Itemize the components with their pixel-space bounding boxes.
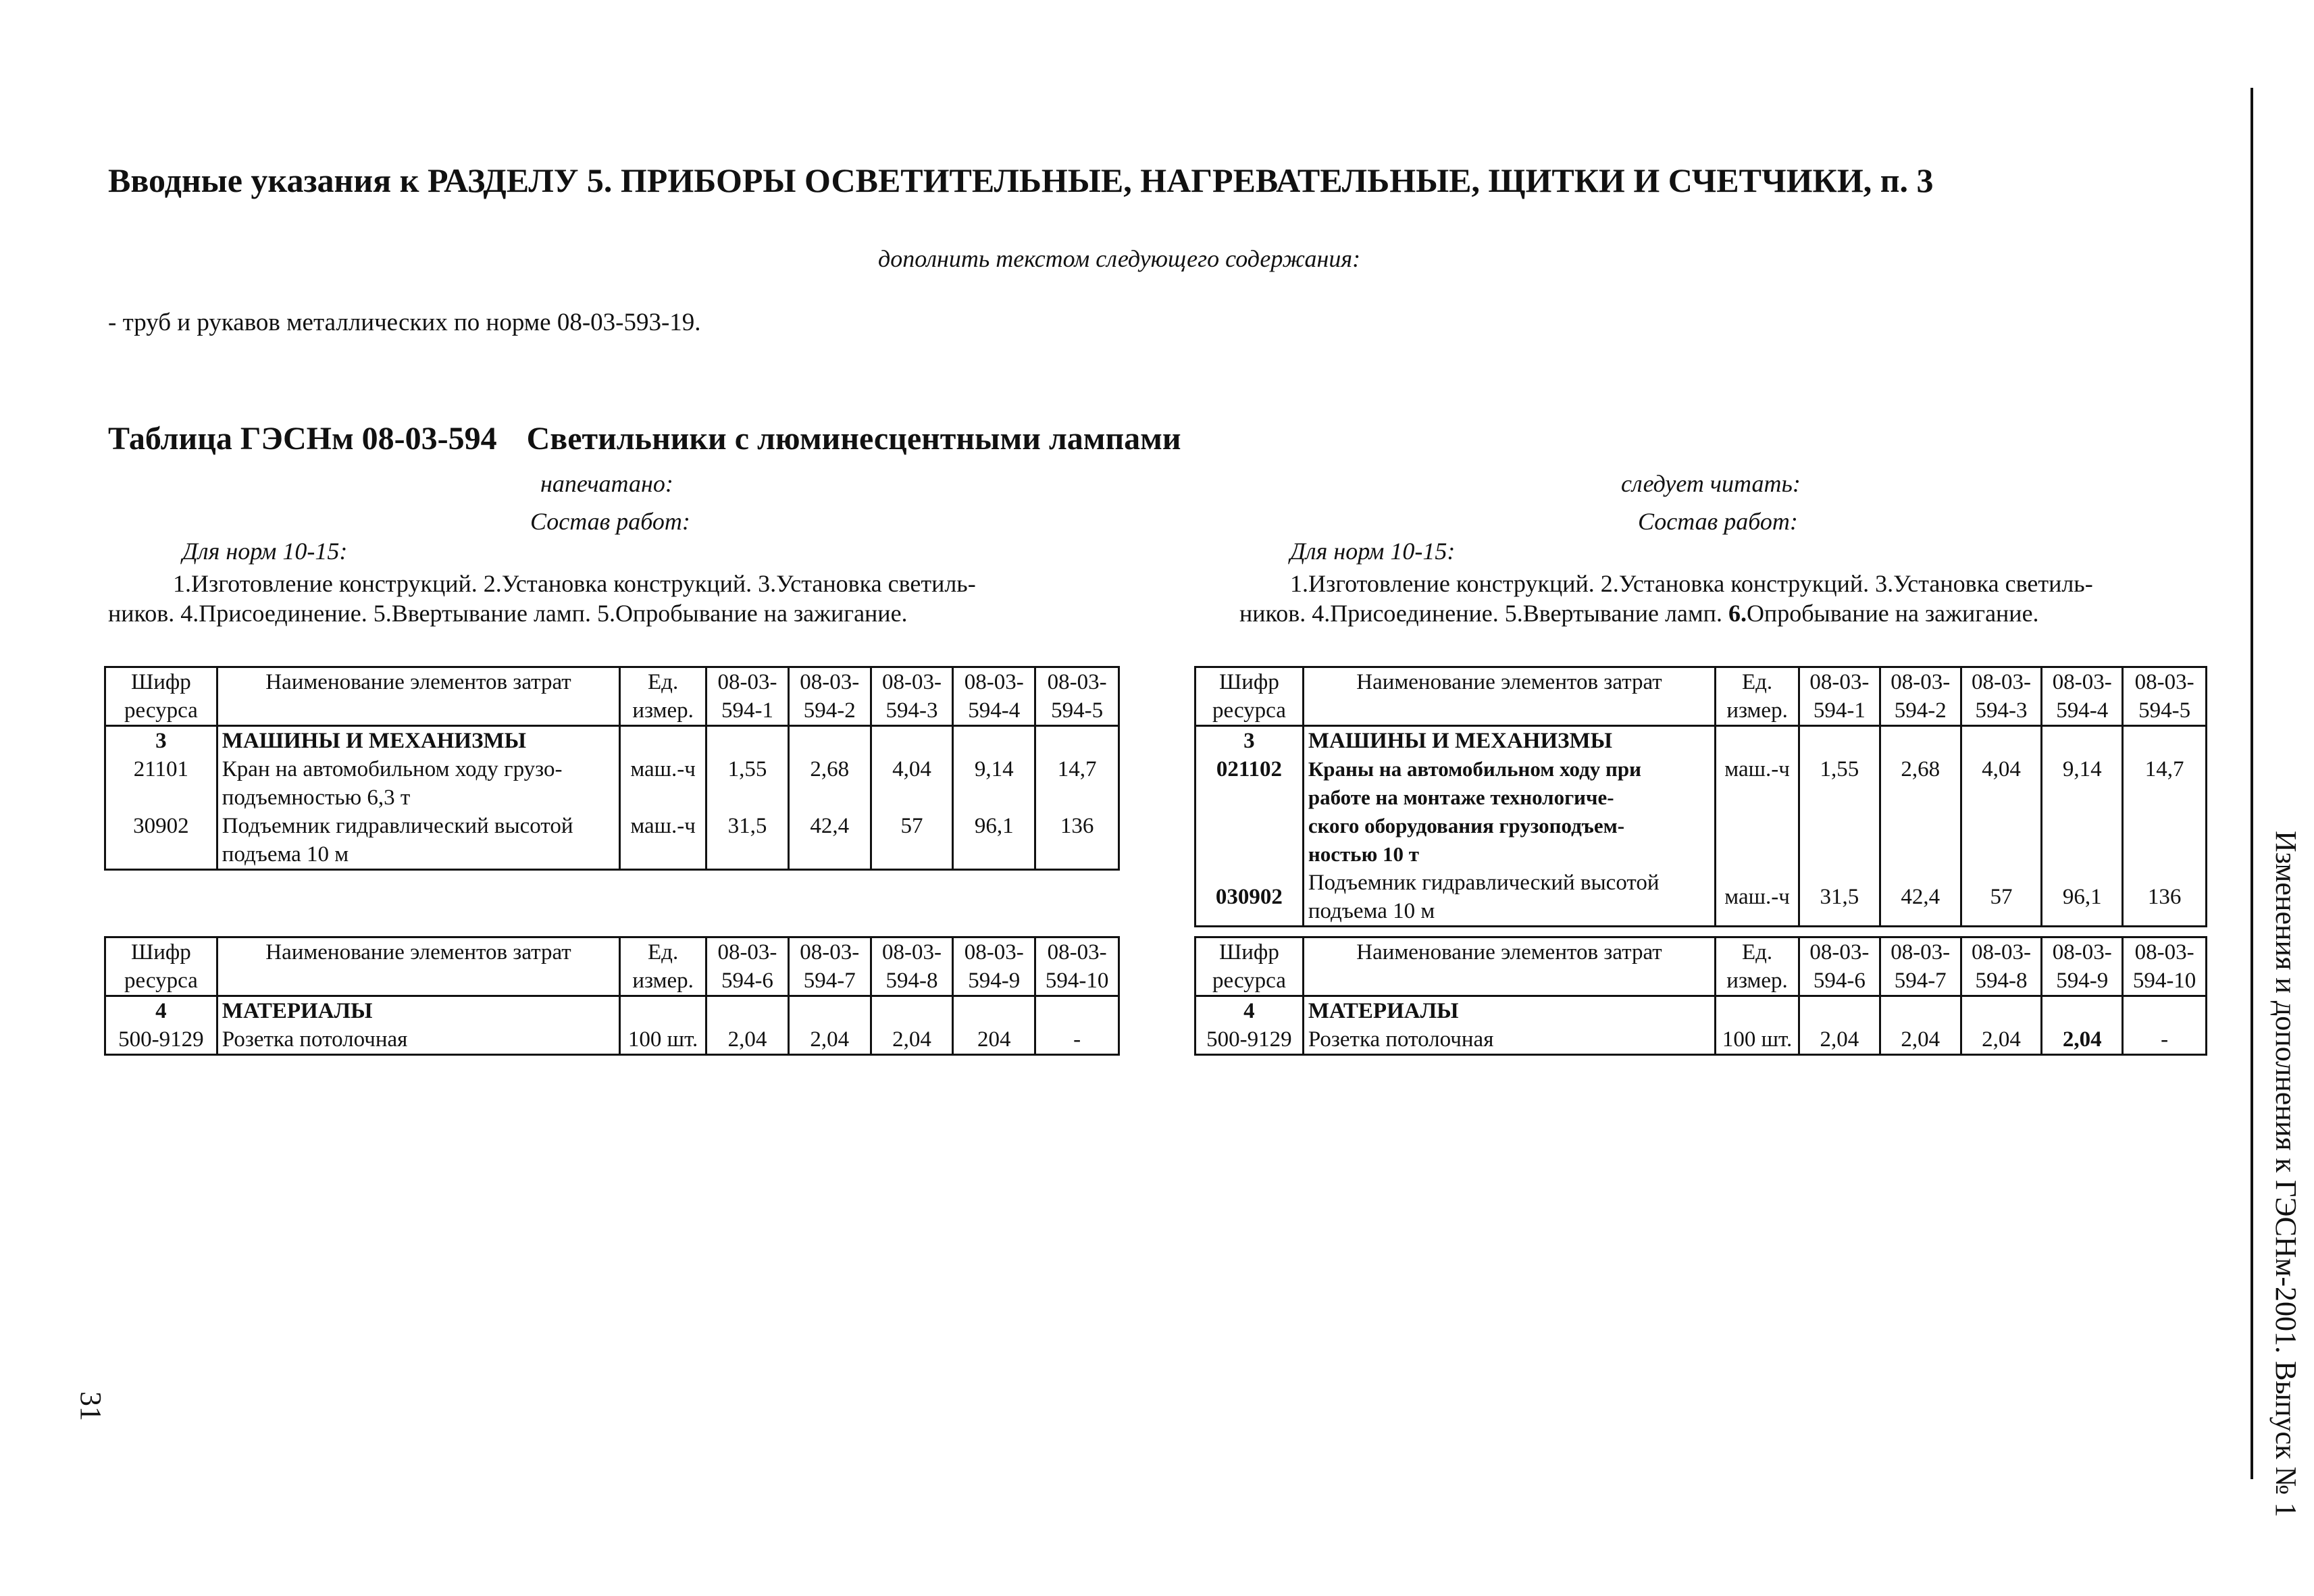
- left-label: напечатано:: [540, 470, 673, 497]
- header-col: 594-2: [1894, 698, 1947, 723]
- group-code: 3: [1195, 726, 1304, 756]
- row-value: 2,04: [1961, 1025, 2042, 1055]
- table-row: [1195, 996, 2207, 1026]
- margin-rule: [2251, 88, 2253, 1479]
- header-name: Наименование элементов затрат: [1303, 667, 1715, 726]
- row-name: Подъемник гидравлический высотой: [1308, 871, 1660, 895]
- page-title: Вводные указания к РАЗДЕЛУ 5. ПРИБОРЫ ОСВЕТИТЕЛЬНЫЕ, НАГРЕВАТЕЛЬНЫЕ, ЩИТКИ И СЧЕТЧИКИ, п. 3: [108, 161, 1934, 199]
- group-code: 3: [105, 726, 217, 756]
- header-unit: Ед.: [648, 670, 679, 694]
- supplement-note: дополнить текстом следующего содержания:: [878, 245, 1361, 272]
- side-caption-text: Изменения и дополнения к ГЭСНм-2001. Выпуск № 1: [2269, 831, 2303, 1518]
- header-col: 594-1: [721, 698, 773, 723]
- row-unit: маш.-ч: [620, 755, 706, 812]
- row-value: 1,55: [706, 755, 789, 812]
- header-col: 594-10: [1045, 969, 1109, 993]
- left-norms: Для норм 10-15:: [182, 538, 348, 565]
- header-col: 08-03-: [717, 670, 777, 694]
- table-header-row: [1195, 667, 2207, 726]
- header-col: 08-03-: [1971, 670, 2031, 694]
- header-code2: ресурса: [1212, 698, 1286, 723]
- row-name: Краны на автомобильном ходу при: [1308, 757, 1641, 781]
- row-name: Розетка потолочная: [217, 1025, 619, 1055]
- table-row: [105, 996, 1119, 1026]
- group-name: МАТЕРИАЛЫ: [1303, 996, 1715, 1026]
- header-col: 594-2: [803, 698, 856, 723]
- header-code: Шифр: [130, 670, 191, 694]
- right-norms: Для норм 10-15:: [1290, 538, 1456, 565]
- row-code: 21101: [105, 755, 217, 812]
- work-line-part: Опробывание на зажигание.: [1746, 600, 2039, 627]
- table-row: [1195, 726, 2207, 756]
- group-name: МАТЕРИАЛЫ: [217, 996, 619, 1026]
- row-unit: маш.-ч: [1716, 755, 1799, 869]
- header-unit: Ед.: [1741, 670, 1773, 694]
- header-col: 08-03-: [882, 940, 942, 964]
- header-col: 08-03-: [1809, 940, 1870, 964]
- row-code: 030902: [1195, 869, 1304, 927]
- row-name: ского оборудования грузоподъем-: [1308, 814, 1625, 838]
- row-value: 14,7: [2123, 755, 2207, 869]
- left-work-line1: 1.Изготовление конструкций. 2.Установка конструкций. 3.Установка светиль-: [173, 570, 976, 597]
- left-work-line2: ников. 4.Присоединение. 5.Ввертывание ламп. 5.Опробывание на зажигание.: [108, 600, 908, 627]
- left-machines-table: [104, 666, 1120, 871]
- header-col: 08-03-: [1047, 670, 1107, 694]
- header-col: 08-03-: [2052, 940, 2112, 964]
- header-col: 594-8: [885, 969, 938, 993]
- header-col: 594-3: [1975, 698, 2028, 723]
- page-number: 31: [74, 1391, 107, 1421]
- work-line-bold-number: 6.: [1728, 600, 1747, 627]
- row-value: -: [1035, 1025, 1119, 1055]
- table-name: Светильники с люминесцентными лампами: [526, 421, 1181, 457]
- group-code: 4: [105, 996, 217, 1026]
- header-col: 08-03-: [800, 670, 860, 694]
- header-col: 08-03-: [1971, 940, 2031, 964]
- row-value: 2,04: [788, 1025, 871, 1055]
- header-col: 08-03-: [2052, 670, 2112, 694]
- work-line-part: ников. 4.Присоединение. 5.Ввертывание ламп.: [1239, 600, 1728, 627]
- row-unit: маш.-ч: [620, 812, 706, 870]
- header-col: 08-03-: [1891, 670, 1951, 694]
- row-value: 136: [2123, 869, 2207, 927]
- row-value: 4,04: [1961, 755, 2042, 869]
- row-value: 57: [1961, 869, 2042, 927]
- table-code: Таблица ГЭСНм 08-03-594: [108, 421, 497, 457]
- row-value: 9,14: [953, 755, 1035, 812]
- header-col: 08-03-: [882, 670, 942, 694]
- table-row: [1195, 755, 2207, 869]
- header-col: 08-03-: [1047, 940, 1107, 964]
- header-col: 594-7: [1894, 969, 1947, 993]
- header-col: 594-8: [1975, 969, 2028, 993]
- header-name: Наименование элементов затрат: [217, 937, 619, 996]
- row-value: 42,4: [788, 812, 871, 870]
- header-col: 594-5: [2138, 698, 2191, 723]
- row-value: -: [2123, 1025, 2207, 1055]
- header-col: 594-9: [2056, 969, 2109, 993]
- table-row: [1195, 869, 2207, 927]
- table-row: [105, 1025, 1119, 1055]
- row-value: 57: [871, 812, 953, 870]
- header-col: 594-5: [1051, 698, 1104, 723]
- left-materials-table: [104, 936, 1120, 1056]
- header-unit2: измер.: [1726, 698, 1788, 723]
- header-unit: Ед.: [648, 940, 679, 964]
- header-unit2: измер.: [632, 698, 694, 723]
- header-col: 594-1: [1813, 698, 1866, 723]
- right-machines-table: [1194, 666, 2207, 927]
- header-col: 594-10: [2132, 969, 2196, 993]
- header-code: Шифр: [1218, 670, 1279, 694]
- header-unit2: измер.: [1726, 969, 1788, 993]
- table-header-row: [1195, 937, 2207, 996]
- row-name: Подъемник гидравлический высотой: [222, 814, 573, 838]
- row-value: 42,4: [1880, 869, 1961, 927]
- row-name: работе на монтаже технологиче-: [1308, 786, 1614, 809]
- row-value: 2,04: [1799, 1025, 1880, 1055]
- right-work-label: Состав работ:: [1638, 508, 1798, 535]
- row-name: подъема 10 м: [222, 842, 349, 867]
- row-value: 1,55: [1799, 755, 1880, 869]
- header-col: 08-03-: [1891, 940, 1951, 964]
- row-value: 14,7: [1035, 755, 1119, 812]
- header-code2: ресурса: [124, 698, 198, 723]
- row-value: 96,1: [2042, 869, 2123, 927]
- table-header-row: [105, 937, 1119, 996]
- table-row: [105, 812, 1119, 870]
- header-code: Шифр: [130, 940, 191, 964]
- table-row: [1195, 1025, 2207, 1055]
- row-value: 136: [1035, 812, 1119, 870]
- header-unit: Ед.: [1741, 940, 1773, 964]
- header-name: Наименование элементов затрат: [217, 667, 619, 726]
- right-label: следует читать:: [1621, 470, 1801, 497]
- header-col: 08-03-: [2134, 940, 2194, 964]
- row-name: ностью 10 т: [1308, 842, 1419, 866]
- row-code: 021102: [1195, 755, 1304, 869]
- header-col: 594-7: [803, 969, 856, 993]
- header-col: 594-9: [968, 969, 1021, 993]
- header-col: 594-6: [721, 969, 773, 993]
- row-value: 31,5: [706, 812, 789, 870]
- table-row: [105, 726, 1119, 756]
- supplement-text: - труб и рукавов металлических по норме 08-03-593-19.: [108, 309, 701, 336]
- row-value: 2,04: [1880, 1025, 1961, 1055]
- row-value: 4,04: [871, 755, 953, 812]
- row-name: Розетка потолочная: [1303, 1025, 1715, 1055]
- header-name: Наименование элементов затрат: [1303, 937, 1715, 996]
- header-col: 594-3: [885, 698, 938, 723]
- row-value: 2,04: [706, 1025, 789, 1055]
- header-col: 08-03-: [1809, 670, 1870, 694]
- row-value: 96,1: [953, 812, 1035, 870]
- row-value: 2,68: [788, 755, 871, 812]
- row-code: 500-9129: [105, 1025, 217, 1055]
- right-work-line1: 1.Изготовление конструкций. 2.Установка конструкций. 3.Установка светиль-: [1290, 570, 2093, 597]
- header-code: Шифр: [1218, 940, 1279, 964]
- right-materials-table: [1194, 936, 2207, 1056]
- row-unit: маш.-ч: [1716, 869, 1799, 927]
- row-name: Кран на автомобильном ходу грузо-: [222, 757, 563, 781]
- header-unit2: измер.: [632, 969, 694, 993]
- header-col: 08-03-: [717, 940, 777, 964]
- right-work-line2: [1239, 599, 2039, 627]
- header-col: 594-4: [968, 698, 1021, 723]
- row-value: 9,14: [2042, 755, 2123, 869]
- table-header-row: [105, 667, 1119, 726]
- table-row: [105, 755, 1119, 812]
- row-unit: 100 шт.: [1716, 1025, 1799, 1055]
- group-code: 4: [1195, 996, 1304, 1026]
- table-title: [108, 420, 1181, 457]
- group-name: МАШИНЫ И МЕХАНИЗМЫ: [217, 726, 619, 756]
- row-code: 500-9129: [1195, 1025, 1304, 1055]
- header-code2: ресурса: [124, 969, 198, 993]
- header-col: 08-03-: [964, 940, 1024, 964]
- header-col: 594-4: [2056, 698, 2109, 723]
- row-value: 2,04: [2042, 1025, 2123, 1055]
- group-name: МАШИНЫ И МЕХАНИЗМЫ: [1303, 726, 1715, 756]
- header-col: 594-6: [1813, 969, 1866, 993]
- header-code2: ресурса: [1212, 969, 1286, 993]
- row-value: 31,5: [1799, 869, 1880, 927]
- header-col: 08-03-: [800, 940, 860, 964]
- row-value: 2,04: [871, 1025, 953, 1055]
- row-value: 204: [953, 1025, 1035, 1055]
- row-name: подъема 10 м: [1308, 899, 1435, 923]
- header-col: 08-03-: [964, 670, 1024, 694]
- row-name: подъемностью 6,3 т: [222, 786, 411, 810]
- row-code: 30902: [105, 812, 217, 870]
- row-unit: 100 шт.: [620, 1025, 706, 1055]
- row-value: 2,68: [1880, 755, 1961, 869]
- header-col: 08-03-: [2134, 670, 2194, 694]
- left-work-label: Состав работ:: [530, 508, 690, 535]
